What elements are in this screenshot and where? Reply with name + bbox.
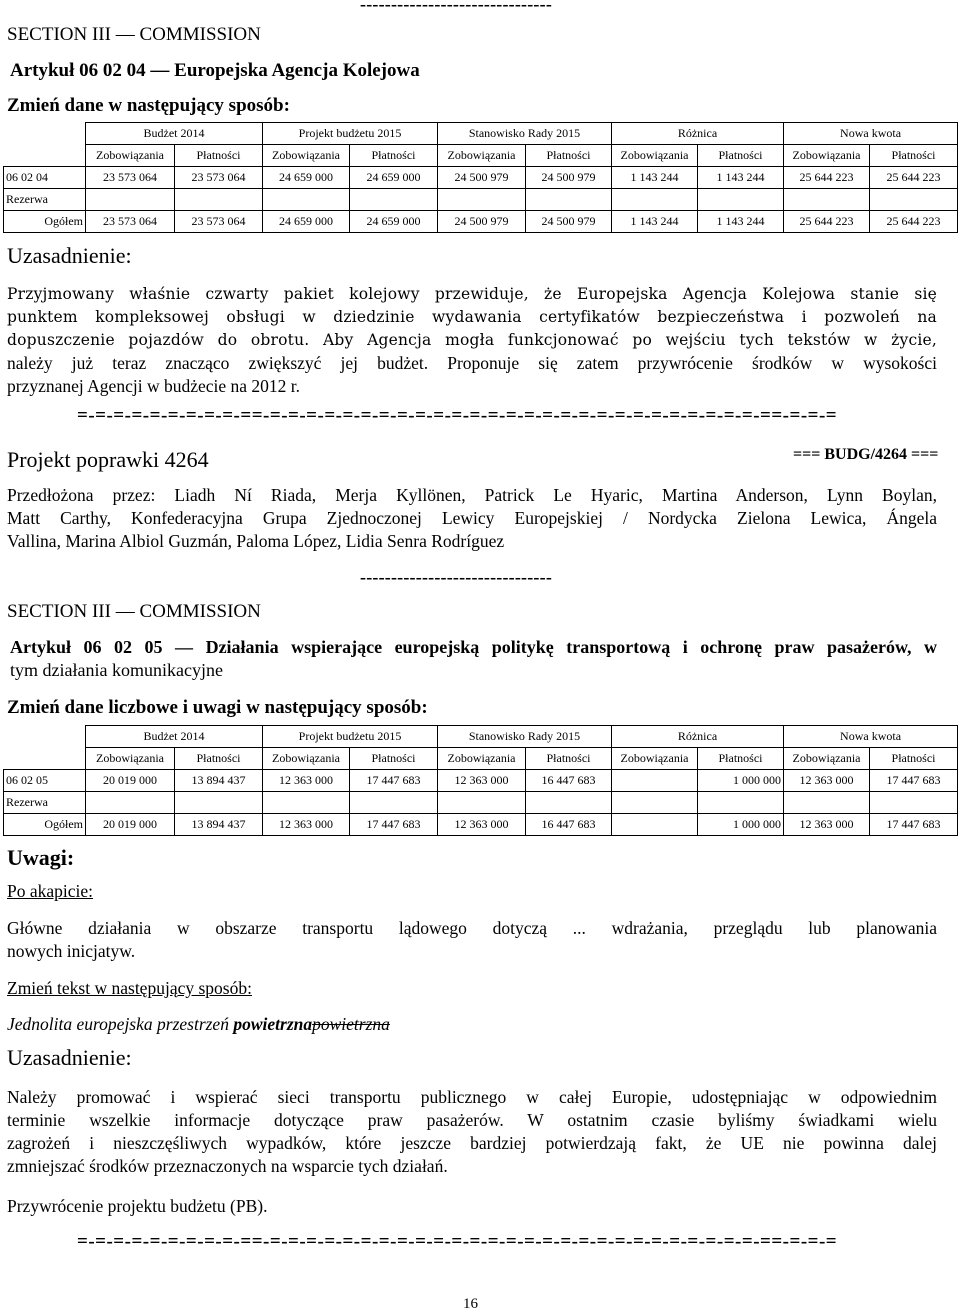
amended-text-prefix: Jednolita europejska przestrzeń bbox=[7, 1014, 234, 1034]
group-header: Różnica bbox=[612, 123, 784, 145]
group-header: Projekt budżetu 2015 bbox=[263, 726, 438, 748]
sub-header: Płatności bbox=[698, 145, 784, 167]
after-paragraph-label: Po akapicie: bbox=[7, 881, 94, 901]
justification-heading-1: Uzasadnienie: bbox=[7, 243, 132, 268]
group-header: Stanowisko Rady 2015 bbox=[438, 726, 612, 748]
table-cell bbox=[86, 792, 175, 814]
table-cell: 24 500 979 bbox=[526, 167, 612, 189]
justification-line: należy już teraz znacząco zwiększyć jej budżet. bbox=[7, 353, 429, 373]
table-cell: 24 500 979 bbox=[526, 211, 612, 233]
table-cell: 1 143 244 bbox=[698, 167, 784, 189]
section-heading-2: SECTION III — COMMISSION bbox=[7, 601, 261, 622]
justification-heading-2: Uzasadnienie: bbox=[7, 1045, 132, 1070]
group-header: Nowa kwota bbox=[784, 726, 958, 748]
row-label: Ogółem bbox=[4, 211, 86, 233]
group-header: Stanowisko Rady 2015 bbox=[438, 123, 612, 145]
table-cell bbox=[784, 792, 870, 814]
sub-header: Zobowiązania bbox=[438, 748, 526, 770]
table-sub-header-row bbox=[4, 145, 958, 167]
amended-text-added: powietrzna bbox=[233, 1014, 313, 1034]
table-cell: 24 500 979 bbox=[438, 211, 526, 233]
justification-paragraph-2 bbox=[7, 1086, 937, 1178]
table-cell bbox=[612, 189, 698, 211]
table-cell bbox=[175, 189, 263, 211]
submitted-line: Przedłożona przez: Liadh Ní Riada, Merja Kyllönen, Patrick Le Hyaric, Martina Anderson, Lynn Boylan, bbox=[7, 485, 937, 505]
sub-header: Zobowiązania bbox=[263, 145, 350, 167]
row-label: Ogółem bbox=[4, 814, 86, 836]
row-label: 06 02 04 bbox=[4, 167, 86, 189]
table-cell: 24 659 000 bbox=[350, 167, 438, 189]
sub-header: Zobowiązania bbox=[438, 145, 526, 167]
table-cell bbox=[526, 792, 612, 814]
table-group-header-row bbox=[4, 123, 958, 145]
row-label: 06 02 05 bbox=[4, 770, 86, 792]
sub-header: Płatności bbox=[526, 748, 612, 770]
table-row bbox=[4, 770, 958, 792]
group-header: Budżet 2014 bbox=[86, 726, 263, 748]
table-cell: 1 143 244 bbox=[612, 211, 698, 233]
table-row bbox=[4, 211, 958, 233]
table-cell: 23 573 064 bbox=[86, 167, 175, 189]
sub-header: Zobowiązania bbox=[86, 748, 175, 770]
table-cell: 12 363 000 bbox=[784, 770, 870, 792]
justification-line: Proponuje się zatem przywrócenie środków w wysokości bbox=[447, 353, 938, 373]
table-cell bbox=[870, 792, 958, 814]
table-cell bbox=[350, 792, 438, 814]
amended-text bbox=[7, 1014, 390, 1035]
table-cell: 25 644 223 bbox=[784, 167, 870, 189]
table-cell: 23 573 064 bbox=[175, 211, 263, 233]
table-cell: 13 894 437 bbox=[175, 814, 263, 836]
justification-paragraph-1 bbox=[7, 283, 937, 398]
table-group-header-row bbox=[4, 726, 958, 748]
change-heading-1: Zmień dane w następujący sposób: bbox=[7, 95, 290, 116]
remark-paragraph bbox=[7, 917, 937, 963]
table-cell bbox=[263, 189, 350, 211]
page-number: 16 bbox=[463, 1296, 478, 1312]
table-cell: 1 000 000 bbox=[698, 814, 784, 836]
table-cell: 12 363 000 bbox=[263, 814, 350, 836]
table-cell: 12 363 000 bbox=[438, 814, 526, 836]
sub-header: Płatności bbox=[175, 748, 263, 770]
justification-line: dopuszczenie pojazdów do obrotu. bbox=[7, 331, 310, 349]
remarks-heading: Uwagi: bbox=[7, 845, 75, 870]
table-cell: 12 363 000 bbox=[263, 770, 350, 792]
sub-header: Zobowiązania bbox=[263, 748, 350, 770]
table-cell: 24 659 000 bbox=[263, 167, 350, 189]
article-line: Artykuł 06 02 05 — Działania wspierające europejską politykę transportową i ochronę praw pasażerów, w bbox=[10, 637, 937, 657]
table-cell bbox=[350, 189, 438, 211]
table-cell bbox=[86, 189, 175, 211]
justification-line-combined bbox=[7, 352, 937, 375]
sub-header: Płatności bbox=[350, 748, 438, 770]
group-header: Projekt budżetu 2015 bbox=[263, 123, 438, 145]
sub-header: Zobowiązania bbox=[86, 145, 175, 167]
submitted-line: Vallina, Marina Albiol Guzmán, Paloma López, Lidia Senra Rodríguez bbox=[7, 531, 505, 551]
table-cell: 23 573 064 bbox=[175, 167, 263, 189]
amended-text-removed: powietrzna bbox=[312, 1014, 390, 1034]
table-cell: 24 500 979 bbox=[438, 167, 526, 189]
table-cell bbox=[612, 770, 698, 792]
table-cell: 12 363 000 bbox=[438, 770, 526, 792]
sub-header: Płatności bbox=[175, 145, 263, 167]
justification-line: punktem kompleksowej obsługi w dziedzinie wydawania certyfikatów bezpieczeństwa i pozwoleń na bbox=[7, 308, 937, 326]
table-cell bbox=[263, 792, 350, 814]
table-cell: 1 143 244 bbox=[612, 167, 698, 189]
table-cell: 25 644 223 bbox=[870, 167, 958, 189]
table-cell bbox=[175, 792, 263, 814]
table-cell bbox=[784, 189, 870, 211]
sub-header: Zobowiązania bbox=[612, 145, 698, 167]
top-dashes: ------------------------------- bbox=[360, 0, 553, 14]
restore-text: Przywrócenie projektu budżetu (PB). bbox=[7, 1196, 268, 1216]
row-label: Rezerwa bbox=[4, 792, 86, 814]
sub-header: Zobowiązania bbox=[612, 748, 698, 770]
sub-header: Płatności bbox=[870, 748, 958, 770]
table-sub-header-row bbox=[4, 748, 958, 770]
table-cell: 20 019 000 bbox=[86, 770, 175, 792]
article-heading-2 bbox=[10, 636, 937, 682]
table-row bbox=[4, 814, 958, 836]
table-cell bbox=[612, 792, 698, 814]
amendment-title: Projekt poprawki 4264 bbox=[7, 447, 209, 472]
article-line: tym działania komunikacyjne bbox=[10, 660, 223, 680]
table-cell bbox=[612, 814, 698, 836]
table-cell bbox=[438, 792, 526, 814]
justification-line: Przyjmowany właśnie czwarty pakiet kolejowy przewiduje, że Europejska Agencja Kolejowa stanie się bbox=[7, 285, 937, 303]
table-cell: 16 447 683 bbox=[526, 770, 612, 792]
justification-line-combined bbox=[7, 329, 937, 352]
table-row bbox=[4, 167, 958, 189]
table-cell: 20 019 000 bbox=[86, 814, 175, 836]
remark-line: nowych inicjatyw. bbox=[7, 941, 136, 961]
section-heading-1: SECTION III — COMMISSION bbox=[7, 24, 261, 45]
table-cell: 12 363 000 bbox=[784, 814, 870, 836]
group-header: Budżet 2014 bbox=[86, 123, 263, 145]
justification-line: przyznanej Agencji w budżecie na 2012 r. bbox=[7, 376, 301, 396]
amendment-code: === BUDG/4264 === bbox=[793, 446, 939, 463]
table-cell: 13 894 437 bbox=[175, 770, 263, 792]
table-cell: 24 659 000 bbox=[350, 211, 438, 233]
table-cell: 24 659 000 bbox=[263, 211, 350, 233]
table-cell: 16 447 683 bbox=[526, 814, 612, 836]
table-cell bbox=[438, 189, 526, 211]
table-row bbox=[4, 189, 958, 211]
table-cell: 1 143 244 bbox=[698, 211, 784, 233]
table-cell: 25 644 223 bbox=[870, 211, 958, 233]
sub-header: Płatności bbox=[350, 145, 438, 167]
table-cell: 17 447 683 bbox=[870, 814, 958, 836]
table-cell: 1 000 000 bbox=[698, 770, 784, 792]
table-cell bbox=[698, 189, 784, 211]
budget-table-1 bbox=[3, 122, 958, 233]
article-heading-1: Artykuł 06 02 04 — Europejska Agencja Kolejowa bbox=[10, 60, 420, 81]
justification-line: Aby Agencja mogła funkcjonować po wejściu tych tekstów w życie, bbox=[323, 331, 937, 349]
sub-header: Płatności bbox=[870, 145, 958, 167]
sub-header: Zobowiązania bbox=[784, 748, 870, 770]
budget-table-2 bbox=[3, 725, 958, 836]
group-header: Różnica bbox=[612, 726, 784, 748]
remark-line: Główne działania w obszarze transportu lądowego dotyczą ... wdrażania, przeglądu lub planowania bbox=[7, 918, 938, 938]
table-row bbox=[4, 792, 958, 814]
justification-line: zmniejszać środków przeznaczonych na wsparcie tych działań. bbox=[7, 1156, 448, 1176]
table-cell: 17 447 683 bbox=[870, 770, 958, 792]
justification-line: zagrożeń i nieszczęśliwych wypadków, które jeszcze bardziej potwierdzają fakt, że UE nie powinna dalej bbox=[7, 1133, 937, 1153]
table-cell: 25 644 223 bbox=[784, 211, 870, 233]
table-cell bbox=[526, 189, 612, 211]
group-header: Nowa kwota bbox=[784, 123, 958, 145]
change-text-label: Zmień tekst w następujący sposób: bbox=[7, 978, 252, 998]
submitted-line: Matt Carthy, Konfederacyjna Grupa Zjednoczonej Lewicy Europejskiej / Nordycka Zielona Lewica, Ángela bbox=[7, 508, 937, 528]
table-cell bbox=[870, 189, 958, 211]
bottom-separator: =-=-=-=-=-=-=-=-=-==-=-=-=-=-=-=-=-=-=-=-=-=-=-=-=-=-=-=-=-=-=-=-=-=-=-=-=-==-=-=-= bbox=[77, 1231, 838, 1252]
sub-header: Zobowiązania bbox=[784, 145, 870, 167]
separator: =-=-=-=-=-=-=-=-=-==-=-=-=-=-=-=-=-=-=-=-=-=-=-=-=-=-=-=-=-=-=-=-=-=-=-=-=-==-=-=-= bbox=[77, 405, 838, 426]
table-cell: 23 573 064 bbox=[86, 211, 175, 233]
sub-header: Płatności bbox=[698, 748, 784, 770]
mid-dashes: ------------------------------- bbox=[360, 567, 553, 587]
submitted-by bbox=[7, 484, 937, 553]
sub-header: Płatności bbox=[526, 145, 612, 167]
row-label: Rezerwa bbox=[4, 189, 86, 211]
table-cell: 17 447 683 bbox=[350, 770, 438, 792]
justification-line: Należy promować i wspierać sieci transportu publicznego w całej Europie, udostępniając w odpowiednim bbox=[7, 1087, 937, 1107]
change-heading-2: Zmień dane liczbowe i uwagi w następujący sposób: bbox=[7, 697, 428, 718]
table-cell bbox=[698, 792, 784, 814]
justification-line: terminie wszelkie informacje dotyczące praw pasażerów. W ostatnim czasie byliśmy świadkami wielu bbox=[7, 1110, 937, 1130]
table-cell: 17 447 683 bbox=[350, 814, 438, 836]
